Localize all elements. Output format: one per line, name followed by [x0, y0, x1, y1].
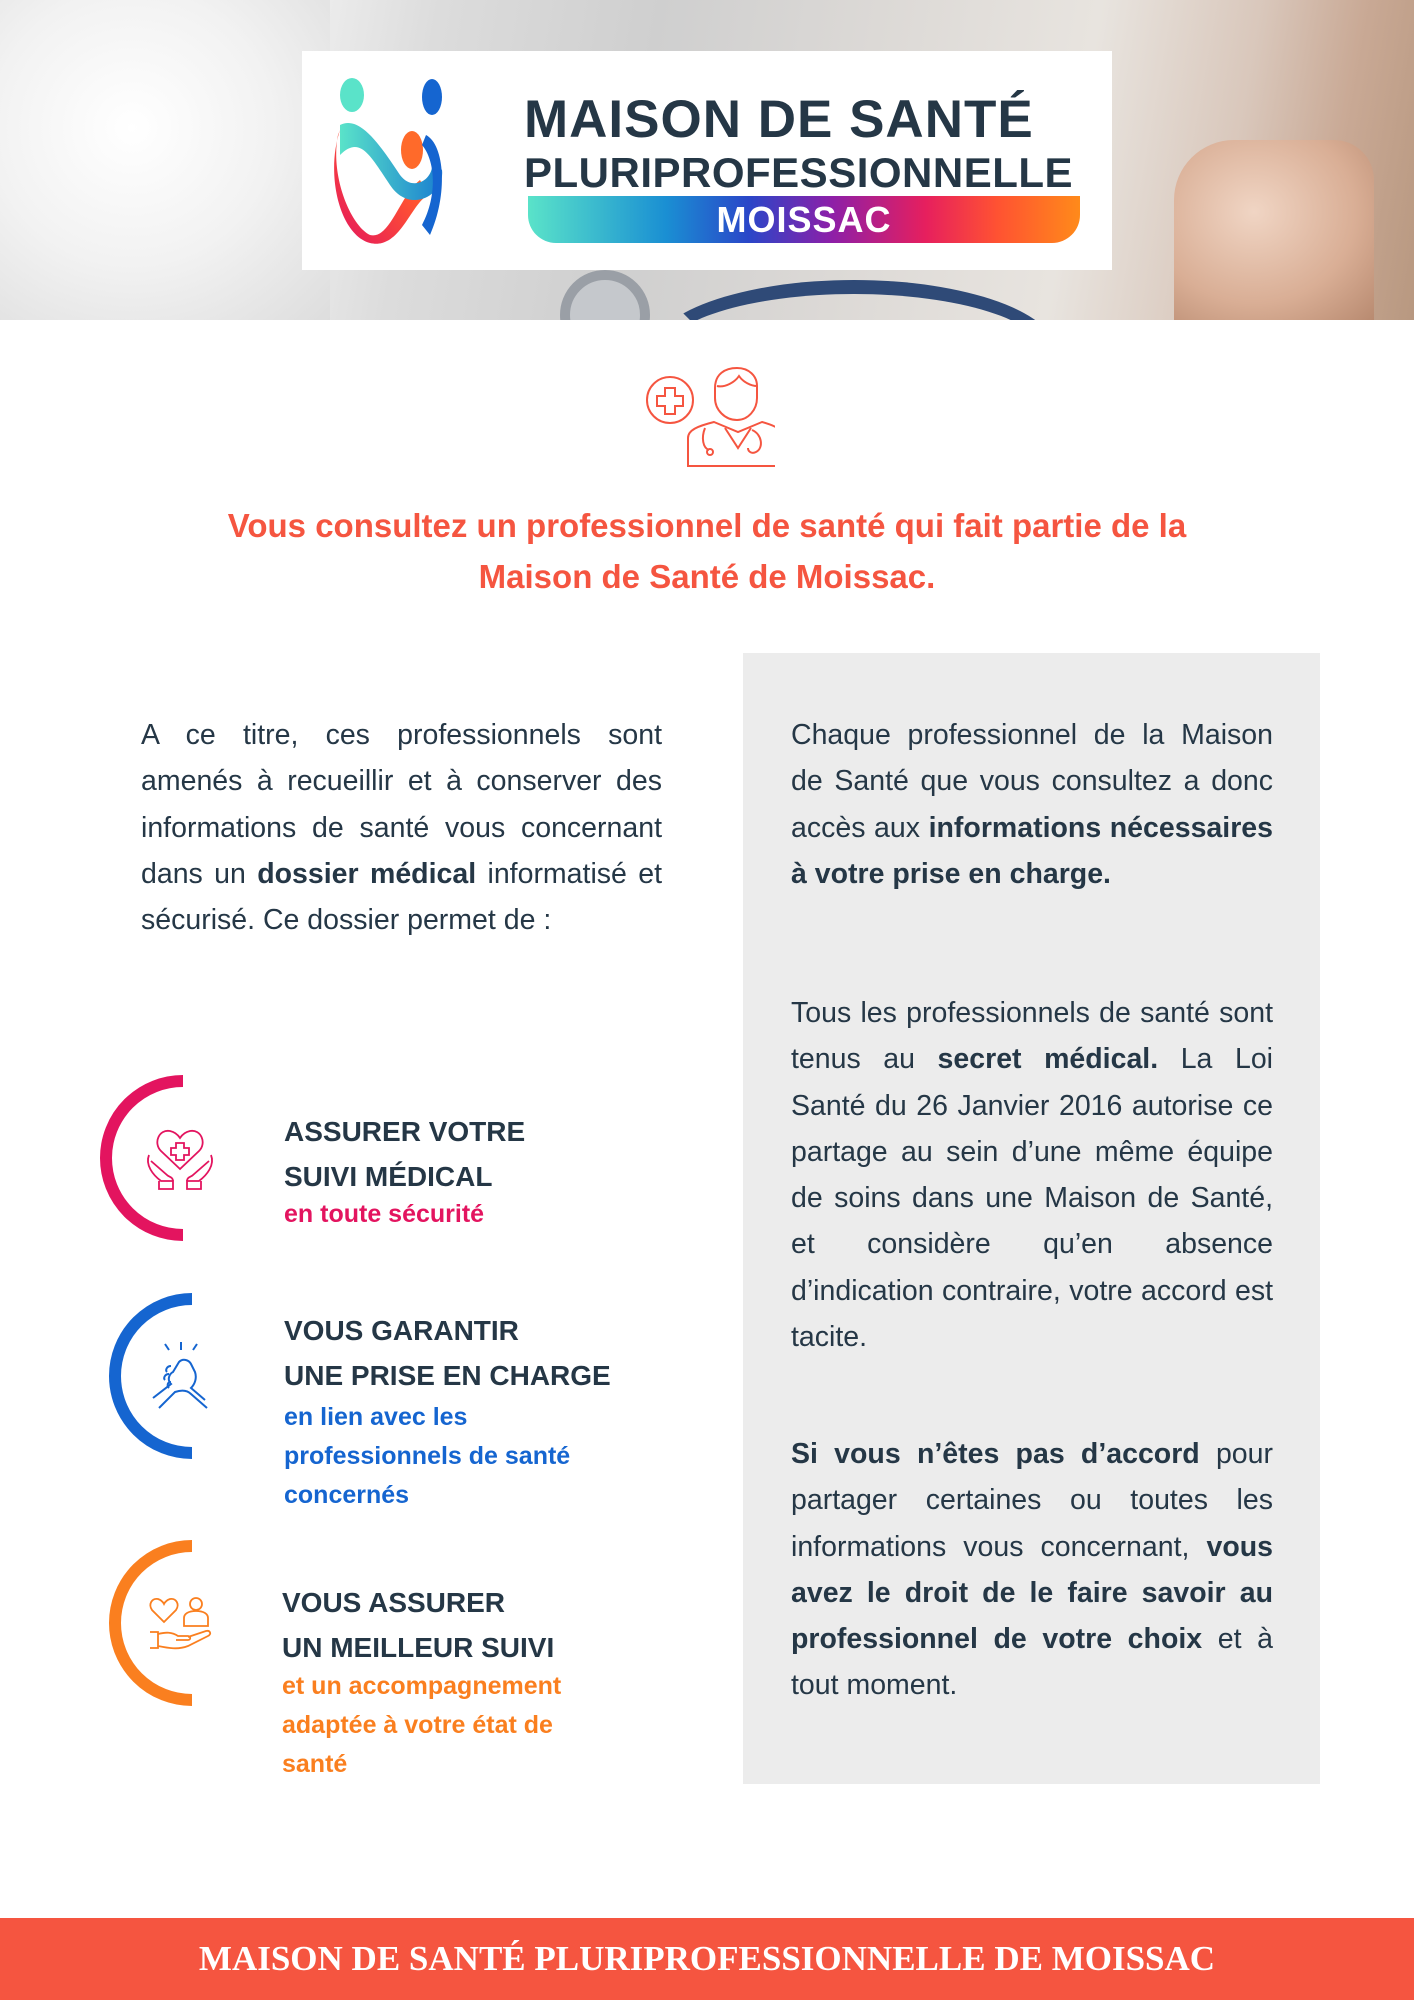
opt-out-text-1: pour partager certaines ou toutes les informations vous concernant,: [791, 1438, 1273, 1563]
feature-1-title-line-2: SUIVI MÉDICAL: [284, 1161, 493, 1192]
info-box: [743, 653, 1320, 1784]
opt-out-text-2: et à tout moment.: [791, 1623, 1273, 1702]
handshake-icon: [145, 1340, 217, 1412]
logo-title: MAISON DE SANTÉ: [524, 90, 1034, 149]
feature-3-subtitle-line-3: santé: [282, 1750, 348, 1778]
doctor-coat-photo-area: [0, 0, 330, 320]
opt-out-bold-2: vous avez le droit de le faire savoir au professionnel de votre choix: [791, 1530, 1273, 1656]
headline-line-1: Vous consultez un professionnel de santé qui fait partie de la: [227, 507, 1187, 544]
feature-2-subtitle-line-1: en lien avec les: [284, 1403, 468, 1431]
intro-paragraph: [141, 712, 662, 943]
stethoscope-photo-area: [560, 270, 650, 320]
patient-hands-photo-area: [1174, 140, 1374, 320]
access-text-bold: informations nécessaires à votre prise en charge.: [791, 811, 1273, 890]
opt-out-bold-1: Si vous n’êtes pas d’accord: [791, 1438, 1200, 1470]
logo-subtitle: PLURIPROFESSIONNELLE: [524, 149, 1074, 196]
secret-text-part2: La Loi Santé du 26 Janvier 2016 autorise ce partage au sein d’une même équipe de soins dans une Maison de Santé, et considère qu’en absence d’indication contraire, votre accord est tacite.: [791, 1043, 1274, 1354]
people-logo-icon: [330, 75, 470, 245]
info-paragraph-opt-out: [791, 1431, 1273, 1709]
feature-2-subtitle-line-3: concernés: [284, 1481, 410, 1509]
stethoscope-tube-photo-area: [650, 280, 1058, 320]
info-paragraph-secret: [791, 990, 1273, 1360]
doctor-with-plus-icon: [640, 358, 775, 468]
headline-line-2: Maison de Santé de Moissac.: [478, 558, 936, 595]
feature-3-title-line-2: UN MEILLEUR SUIVI: [282, 1632, 555, 1663]
intro-text-part1: A ce titre, ces professionnels sont amenés à recueillir et à conserver des informations de santé vous concernant dans un: [141, 719, 662, 890]
feature-prise-en-charge: [0, 1290, 720, 1530]
footer-text: MAISON DE SANTÉ PLURIPROFESSIONNELLE DE MOISSAC: [198, 1939, 1216, 1978]
logo-town-band: [528, 196, 1080, 243]
footer-banner: [0, 1918, 1414, 2000]
feature-2-title-line-1: VOUS GARANTIR: [284, 1315, 519, 1346]
intro-text-part2: informatisé et sécurisé. Ce dossier permet de :: [141, 857, 663, 937]
info-paragraph-access: [791, 712, 1273, 897]
feature-1-title-line-1: ASSURER VOTRE: [284, 1116, 526, 1147]
feature-suivi-medical: [0, 1075, 720, 1255]
feature-meilleur-suivi: [0, 1538, 720, 1798]
logo-town: MOISSAC: [716, 198, 892, 240]
feature-3-subtitle-line-2: adaptée à votre état de: [282, 1711, 553, 1739]
intro-headline: [120, 500, 1294, 602]
secret-text-bold: secret médical.: [937, 1043, 1159, 1076]
access-text: Chaque professionnel de la Maison de Santé que vous consultez a donc accès aux: [791, 719, 1273, 844]
hand-heart-person-icon: [148, 1596, 214, 1652]
logo-card: [302, 51, 1112, 270]
feature-1-subtitle: en toute sécurité: [284, 1200, 485, 1228]
feature-2-subtitle-line-2: professionnels de santé: [284, 1442, 571, 1470]
feature-3-subtitle-line-1: et un accompagnement: [282, 1672, 562, 1700]
secret-text-part1: Tous les professionnels de santé sont tenus au: [791, 997, 1273, 1076]
hero-banner-photo: [0, 0, 1414, 320]
feature-2-title-line-2: UNE PRISE EN CHARGE: [284, 1360, 611, 1391]
intro-text-bold: dossier médical: [257, 857, 477, 890]
feature-3-title-line-1: VOUS ASSURER: [282, 1587, 506, 1618]
hands-holding-heart-icon: [143, 1121, 217, 1195]
